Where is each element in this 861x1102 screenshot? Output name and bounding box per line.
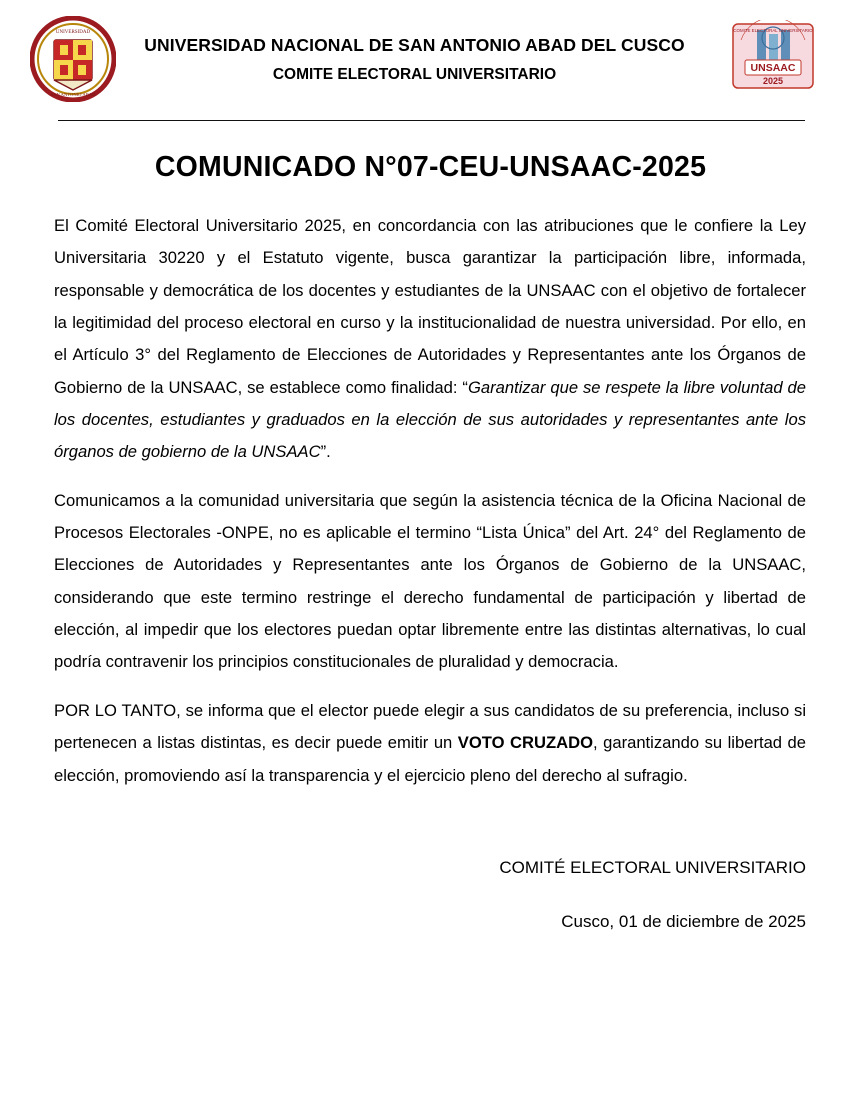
- signature-place-date: Cusco, 01 de diciembre de 2025: [561, 912, 806, 932]
- paragraph-3-tail: , garantizando su libertad de elección, promoviendo así la transparencia y el ejercicio pleno del derecho al sufragio.: [54, 733, 807, 785]
- paragraph-3: [54, 695, 806, 792]
- svg-text:UNIVERSIDAD: UNIVERSIDAD: [55, 30, 91, 35]
- paragraph-3-emphasis: VOTO CRUZADO: [457, 733, 593, 753]
- header-divider: [58, 120, 805, 121]
- header-committee-name: COMITE ELECTORAL UNIVERSITARIO: [272, 65, 557, 83]
- svg-text:UNSAAC: UNSAAC: [750, 62, 796, 74]
- paragraph-1: [54, 210, 806, 469]
- svg-text:SAN ANTONIO ABAD: SAN ANTONIO ABAD: [50, 92, 96, 97]
- university-crest-icon: [30, 16, 116, 102]
- document-body: [28, 210, 833, 792]
- document-header: [28, 16, 833, 112]
- ceu-badge-icon: [717, 20, 829, 94]
- signature-entity: COMITÉ ELECTORAL UNIVERSITARIO: [499, 857, 806, 877]
- page-title: COMUNICADO N°07-CEU-UNSAAC-2025: [154, 151, 707, 183]
- paragraph-1-quote: Garantizar que se respete la libre voluntad de los docentes, estudiantes y graduados en la elección de sus autoridades y representantes ante los órganos de gobierno de la UNSAAC: [54, 377, 807, 462]
- header-titles: [116, 16, 717, 86]
- svg-text:COMITE ELECTORAL UNIVERSITARIO: COMITE ELECTORAL UNIVERSITARIO: [733, 28, 813, 33]
- paragraph-1-text: El Comité Electoral Universitario 2025, en concordancia con las atribuciones que le confiere la Ley Universitaria 30220 y el Estatuto vigente, busca garantizar la participación libre, informada, responsable y democrática de los docentes y estudiantes de la UNSAAC con el objetivo de fortalecer la legitimidad del proceso electoral en curso y la institucionalidad de nuestra universidad. Por ello, en el Artículo 3° del Reglamento de Elecciones de Autoridades y Representantes ante los Órganos de Gobierno de la UNSAAC, se establece como finalidad: “: [54, 216, 806, 397]
- paragraph-3-text: POR LO TANTO, se informa que el elector puede elegir a sus candidatos de su preferencia, incluso si pertenecen a listas distintas, es decir puede emitir un: [54, 700, 806, 753]
- svg-text:2025: 2025: [762, 76, 784, 86]
- signature-block: [28, 852, 833, 939]
- header-university-name: UNIVERSIDAD NACIONAL DE SAN ANTONIO ABAD DEL CUSCO: [144, 35, 685, 55]
- paragraph-2: Comunicamos a la comunidad universitaria que según la asistencia técnica de la Oficina Nacional de Procesos Electorales -ONPE, no es aplicable el termino “Lista Única” del Art. 24° del Reglamento de Elecciones de Autoridades y Representantes ante los Órganos de Gobierno de la UNSAAC, considerando que este termino restringe el derecho fundamental de participación y libertad de elección, al impedir que los electores puedan optar libremente entre las distintas alternativas, lo cual podría contravenir los principios constitucionales de pluralidad y democracia.: [54, 490, 806, 672]
- paragraph-1-tail: ”.: [320, 442, 331, 462]
